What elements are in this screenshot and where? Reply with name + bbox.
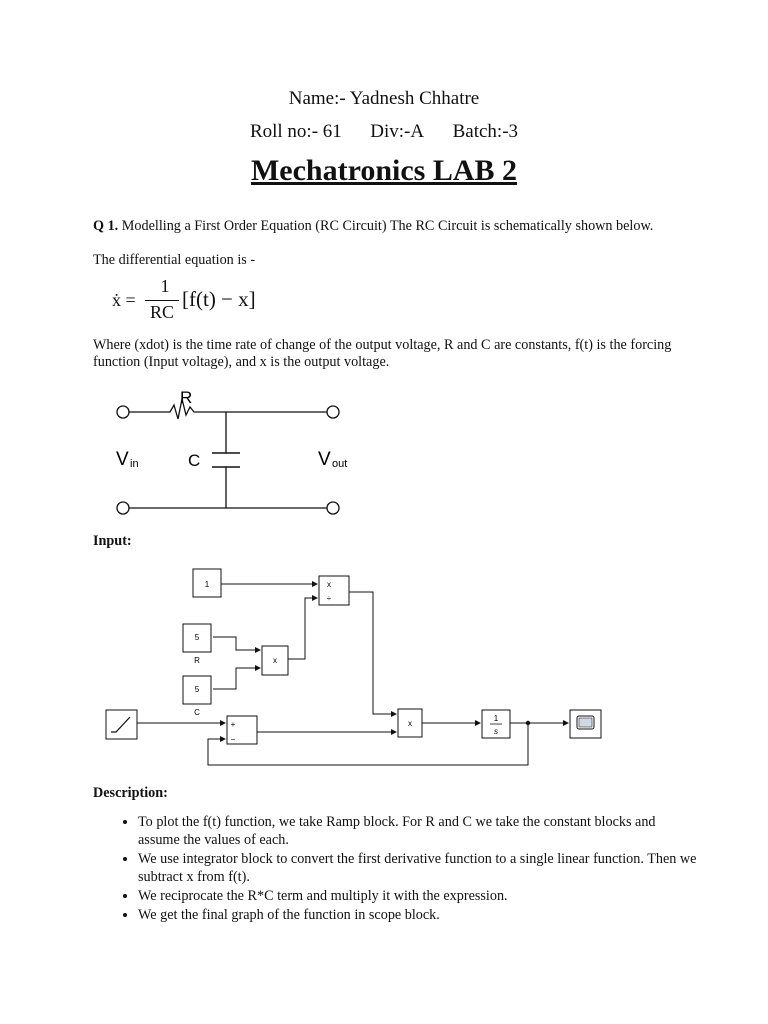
vin-subscript: in [130, 458, 139, 470]
eq-lhs: ẋ = [112, 290, 136, 310]
description-list [93, 813, 698, 925]
divide-times-symbol: x [327, 580, 331, 589]
input-heading: Input: [93, 533, 132, 549]
resistor-wire [129, 399, 327, 419]
ramp-block[interactable] [106, 710, 137, 739]
constant-c-caption: C [194, 708, 200, 717]
eq-numerator: 1 [160, 276, 170, 296]
list-item: • To plot the f(t) function, we take Ramp block. For R and C we take the constant blocks and assume the values of each. [138, 813, 698, 849]
vin-label: V [116, 449, 129, 470]
roll-number: Roll no:- 61 [249, 121, 342, 142]
integrator-denominator: s [494, 727, 498, 736]
simulink-model [100, 560, 610, 775]
vin-bottom-terminal [117, 502, 129, 514]
differential-intro: The differential equation is - [93, 252, 256, 268]
scope-screen-icon [579, 718, 592, 727]
product-rc-symbol: x [273, 656, 277, 665]
eq-rhs: [f(t) − x] [182, 287, 256, 311]
divide-divide-symbol: ÷ [326, 594, 332, 603]
vout-label: V [318, 449, 331, 470]
vout-top-terminal [327, 406, 339, 418]
divide-block[interactable] [319, 576, 349, 605]
question-text [93, 218, 673, 235]
where-explanation: Where (xdot) is the time rate of change of the output voltage, R and C are constants, f(t) is the forcing function (Input voltage), and x is the output voltage. [93, 337, 672, 370]
list-item: • We use integrator block to convert the first derivative function to a single linear function. Then we subtract x from f(t). [138, 850, 698, 886]
question-body: Modelling a First Order Equation (RC Circuit) The RC Circuit is schematically shown below. [121, 218, 654, 234]
student-name: Name:- Yadnesh Chhatre [288, 88, 480, 109]
wire-c-to-product [213, 668, 260, 689]
capacitor-label: C [188, 451, 201, 470]
sum-plus-symbol: + [230, 720, 236, 729]
eq-denominator: RC [149, 302, 174, 322]
wire-product-to-divide [288, 598, 317, 659]
constant-r-caption: R [194, 656, 200, 665]
eq-fraction-bar [145, 300, 179, 301]
vout-subscript: out [332, 458, 348, 470]
wire-r-to-product [213, 637, 260, 650]
page-title: Mechatronics LAB 2 [250, 154, 518, 187]
multiply-symbol: x [408, 719, 412, 728]
constant-c-value: 5 [194, 685, 200, 694]
constant-one-value: 1 [204, 580, 210, 589]
wire-divide-to-multiply [349, 592, 396, 714]
vin-top-terminal [117, 406, 129, 418]
vout-bottom-terminal [327, 502, 339, 514]
rc-circuit-diagram [100, 385, 370, 520]
list-item: • We get the final graph of the function in scope block. [138, 906, 698, 924]
branch-point [526, 721, 530, 725]
list-item: • We reciprocate the R*C term and multiply it with the expression. [138, 887, 698, 905]
constant-r-value: 5 [194, 633, 200, 642]
description-heading: Description: [93, 785, 168, 801]
roll-div-batch [0, 121, 768, 143]
sum-minus-symbol: − [230, 735, 236, 744]
differential-equation [112, 278, 272, 328]
division: Div:-A [370, 121, 425, 142]
integrator-numerator: 1 [493, 714, 499, 723]
capacitor-plates [212, 453, 240, 467]
resistor-label: R [180, 388, 193, 407]
batch: Batch:-3 [452, 121, 519, 142]
question-label: Q 1. [93, 218, 119, 234]
